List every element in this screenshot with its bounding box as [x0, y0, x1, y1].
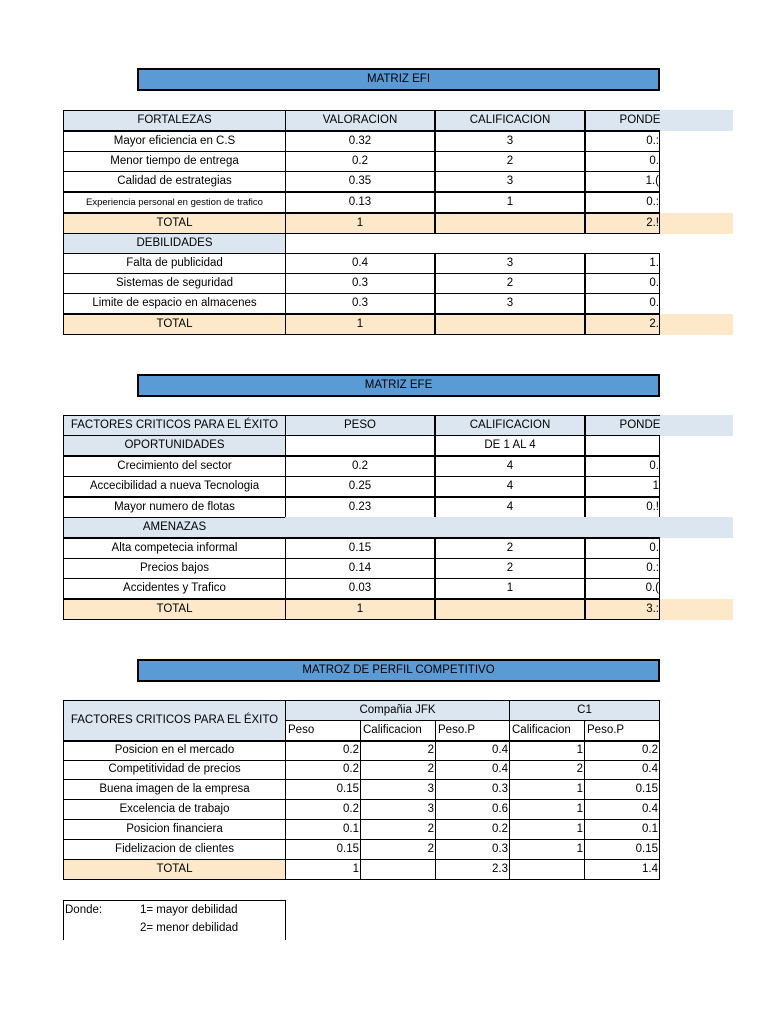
efe-row-pond: 0.	[585, 456, 660, 477]
efe-oport-pond-blank	[585, 435, 660, 456]
efe-row-peso: 0.14	[285, 558, 435, 579]
efe-row-pond: 0.!	[585, 497, 660, 518]
mpc-total-peso: 1	[285, 859, 361, 880]
efe-row-pond: 0.(	[585, 578, 660, 599]
efi-row-calif: 2	[435, 273, 585, 294]
efe-total-peso: 1	[285, 599, 435, 620]
efi-row-calif: 3	[435, 171, 585, 192]
mpc-row-peso: 0.1	[285, 819, 361, 840]
efi-row-factor: Menor tiempo de entrega	[63, 151, 286, 172]
efe-row-peso: 0.03	[285, 578, 435, 599]
efi-header-ponderado: PONDE	[585, 110, 660, 131]
efi-row-valor: 0.3	[285, 293, 435, 314]
mpc-row-calif1: 2	[360, 839, 436, 860]
mpc-row-peso: 0.2	[285, 741, 361, 761]
mpc-row-peso: 0.15	[285, 839, 361, 860]
legend-line1: 1= mayor debilidad	[140, 903, 238, 916]
efe-row-pond: 0.:	[585, 558, 660, 579]
mpc-row-factor: Fidelizacion de clientes	[63, 839, 286, 860]
efi-row-valor: 0.2	[285, 151, 435, 172]
mpc-sub-peso: Peso	[285, 720, 361, 741]
mpc-total-label: TOTAL	[63, 859, 286, 880]
efe-total-pond: 3.:	[585, 599, 660, 620]
mpc-row-factor: Excelencia de trabajo	[63, 799, 286, 820]
efe-row-factor: Accecibilidad a nueva Tecnologia	[63, 476, 286, 497]
efi-row-factor: Limite de espacio en almacenes	[63, 293, 286, 314]
efi-debilidades-label: DEBILIDADES	[63, 233, 286, 254]
efi-row-pond: 1.	[585, 253, 660, 274]
mpc-row-pesop1: 0.2	[435, 819, 510, 840]
efe-row-calif: 4	[435, 476, 585, 497]
efi-total2-pond: 2.	[585, 314, 660, 335]
efe-row-calif: 2	[435, 538, 585, 559]
efi-header-calificacion: CALIFICACION	[435, 110, 585, 131]
efi-row-valor: 0.4	[285, 253, 435, 274]
efe-header-peso: PESO	[285, 415, 435, 436]
mpc-row-pesop2: 0.4	[584, 799, 660, 820]
efi-total-pond: 2.!	[585, 213, 660, 234]
efi-row-valor: 0.32	[285, 131, 435, 152]
efe-row-calif: 4	[435, 497, 585, 518]
efi-total-calif	[435, 213, 585, 234]
efi-row-valor: 0.3	[285, 273, 435, 294]
mpc-row-pesop1: 0.4	[435, 760, 510, 780]
mpc-sub-pesop2: Peso.P	[584, 720, 660, 741]
mpc-row-calif1: 3	[360, 779, 436, 800]
efi-row-calif: 3	[435, 293, 585, 314]
efi-row-factor: Falta de publicidad	[63, 253, 286, 274]
mpc-row-factor: Posicion en el mercado	[63, 741, 286, 761]
efi-row-valor: 0.35	[285, 171, 435, 192]
efi-row-valor: 0.13	[285, 192, 435, 213]
mpc-row-peso: 0.2	[285, 760, 361, 780]
mpc-row-calif1: 2	[360, 819, 436, 840]
efe-row-factor: Crecimiento del sector	[63, 456, 286, 477]
efi-total-label: TOTAL	[63, 213, 286, 234]
efe-row-calif: 2	[435, 558, 585, 579]
efe-row-pond: 1	[585, 476, 660, 497]
efe-row-pond: 0.	[585, 538, 660, 559]
mpc-row-pesop1: 0.6	[435, 799, 510, 820]
efe-row-peso: 0.15	[285, 538, 435, 559]
mpc-row-pesop2: 0.4	[584, 760, 660, 780]
efi-row-pond: 0.	[585, 273, 660, 294]
mpc-row-calif2: 1	[509, 819, 585, 840]
efe-total-calif	[435, 599, 585, 620]
efi-row-factor: Calidad de estrategias	[63, 171, 286, 192]
mpc-row-pesop2: 0.1	[584, 819, 660, 840]
efi-header-fortalezas: FORTALEZAS	[63, 110, 286, 131]
efi-title: MATRIZ EFI	[137, 68, 660, 91]
mpc-header-company2: C1	[509, 700, 660, 721]
mpc-row-calif1: 2	[360, 760, 436, 780]
efe-amenazas-label: AMENAZAS	[63, 517, 286, 538]
mpc-total-calif1	[360, 859, 436, 880]
efi-row-pond: 0.	[585, 293, 660, 314]
mpc-total-calif2	[509, 859, 585, 880]
mpc-sub-calif2: Calificacion	[509, 720, 585, 741]
mpc-sub-calif1: Calificacion	[360, 720, 436, 741]
efi-total2-valor: 1	[285, 314, 435, 335]
efi-total2-label: TOTAL	[63, 314, 286, 335]
efe-scale-label: DE 1 AL 4	[435, 435, 585, 456]
efe-oport-peso-blank	[285, 435, 435, 456]
mpc-row-pesop1: 0.4	[435, 741, 510, 761]
efi-row-pond: 1.(	[585, 171, 660, 192]
efi-row-factor: Experiencia personal en gestion de trafico	[63, 192, 286, 213]
efe-row-factor: Precios bajos	[63, 558, 286, 579]
mpc-total-pesop1: 2.3	[435, 859, 510, 880]
mpc-row-calif2: 1	[509, 741, 585, 761]
efi-total-valor: 1	[285, 213, 435, 234]
mpc-row-calif2: 1	[509, 839, 585, 860]
mpc-header-factores: FACTORES CRITICOS PARA EL ÉXITO	[63, 700, 286, 741]
efe-title: MATRIZ EFE	[137, 374, 660, 397]
efe-row-calif: 1	[435, 578, 585, 599]
mpc-row-factor: Buena imagen de la empresa	[63, 779, 286, 800]
mpc-row-pesop2: 0.15	[584, 839, 660, 860]
mpc-row-pesop1: 0.3	[435, 839, 510, 860]
efi-row-pond: 0.	[585, 151, 660, 172]
mpc-row-calif1: 3	[360, 799, 436, 820]
efe-row-peso: 0.25	[285, 476, 435, 497]
efi-header-valoracion: VALORACION	[285, 110, 435, 131]
legend-line2: 2= menor debilidad	[140, 921, 239, 934]
mpc-row-calif2: 2	[509, 760, 585, 780]
efe-oportunidades-label: OPORTUNIDADES	[63, 435, 286, 456]
mpc-sub-pesop1: Peso.P	[435, 720, 510, 741]
efe-header-factores: FACTORES CRITICOS PARA EL ÉXITO	[63, 415, 286, 436]
efi-row-factor: Sistemas de seguridad	[63, 273, 286, 294]
mpc-row-factor: Competitividad de precios	[63, 760, 286, 780]
mpc-row-pesop2: 0.15	[584, 779, 660, 800]
efe-row-peso: 0.23	[285, 497, 435, 518]
efe-row-calif: 4	[435, 456, 585, 477]
mpc-row-calif2: 1	[509, 799, 585, 820]
mpc-row-pesop2: 0.2	[584, 741, 660, 761]
efi-row-calif: 3	[435, 131, 585, 152]
mpc-row-factor: Posicion financiera	[63, 819, 286, 840]
efi-row-pond: 0.:	[585, 131, 660, 152]
efi-row-pond: 0.:	[585, 192, 660, 213]
mpc-row-peso: 0.2	[285, 799, 361, 820]
efe-header-ponderado: PONDE	[585, 415, 660, 436]
efi-row-calif: 2	[435, 151, 585, 172]
mpc-row-pesop1: 0.3	[435, 779, 510, 800]
mpc-row-calif1: 2	[360, 741, 436, 761]
mpc-row-calif2: 1	[509, 779, 585, 800]
legend-label: Donde:	[65, 903, 103, 916]
efi-row-calif: 1	[435, 192, 585, 213]
efe-header-calificacion: CALIFICACION	[435, 415, 585, 436]
efe-row-peso: 0.2	[285, 456, 435, 477]
efi-row-factor: Mayor eficiencia en C.S	[63, 131, 286, 152]
efe-row-factor: Mayor numero de flotas	[63, 497, 286, 518]
efi-total2-calif	[435, 314, 585, 335]
mpc-title: MATROZ DE PERFIL COMPETITIVO	[137, 659, 660, 682]
efi-row-calif: 3	[435, 253, 585, 274]
mpc-header-company1: Compañia JFK	[285, 700, 510, 721]
efe-row-factor: Accidentes y Trafico	[63, 578, 286, 599]
efe-row-factor: Alta competecia informal	[63, 538, 286, 559]
efe-total-label: TOTAL	[63, 599, 286, 620]
mpc-total-pesop2: 1.4	[584, 859, 660, 880]
mpc-row-peso: 0.15	[285, 779, 361, 800]
